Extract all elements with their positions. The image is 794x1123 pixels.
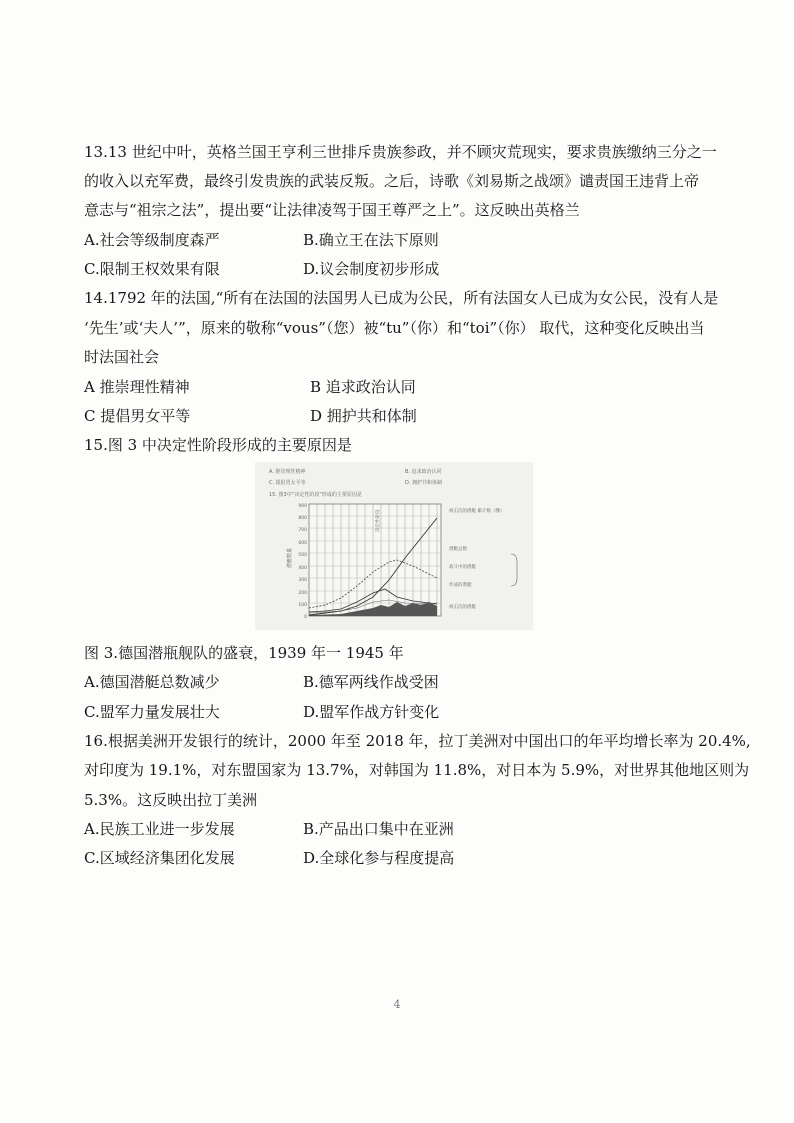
q15-option-c: C.盟军力量发展壮大 xyxy=(84,703,220,721)
q16-stem-line-1: 16.根据美洲开发银行的统计，2000 年至 2018 年，拉丁美洲对中国出口的年平均增长率为 20.4%, xyxy=(84,732,751,750)
fig-ytick: 600 xyxy=(298,541,307,546)
q15-option-d: D.盟军作战方针变化 xyxy=(303,703,440,721)
fig-ytick: 800 xyxy=(298,516,307,521)
q14-option-a: A 推崇理性精神 xyxy=(84,378,190,396)
fig-ytick: 900 xyxy=(298,504,307,509)
fig-header-option-b: B. 追求政治认同 xyxy=(405,469,442,475)
q15-option-b: B.德军两线作战受困 xyxy=(303,673,439,691)
q16-stem-line-3: 5.3%。这反映出拉丁美洲 xyxy=(84,791,258,809)
q14-option-c: C 提倡男女平等 xyxy=(84,407,191,425)
page-number: 4 xyxy=(393,998,401,1011)
q14-option-b: B 追求政治认同 xyxy=(310,378,416,396)
q16-option-c: C.区域经济集团化发展 xyxy=(84,849,235,867)
figure-3-graphic xyxy=(255,462,533,630)
fig-header-option-c: C. 提倡男女平等 xyxy=(269,480,306,486)
figure-3-scan xyxy=(255,462,533,630)
q16-option-d: D.全球化参与程度提高 xyxy=(303,849,455,867)
fig-legend-operational: 作战的潜艇 xyxy=(449,583,472,588)
q15-stem: 15.图 3 中决定性阶段形成的主要原因是 xyxy=(84,436,352,454)
fig-legend-cumulative: 被击沉的潜艇 累计数（艘） xyxy=(449,509,505,514)
fig-ytick: 500 xyxy=(298,553,307,558)
fig-legend-combat: 战斗中的潜艇 xyxy=(449,565,476,570)
q13-stem-line-2: 的收入以充军费，最终引发贵族的武装反叛。之后，诗歌《刘易斯之战颂》谴责国王违背上帝 xyxy=(84,172,700,190)
q14-stem-line-2: ‘先生’或‘夫人’”，原来的敬称“vous”（您）被“tu”（你）和“toi”（你） 取代，这种变化反映出当 xyxy=(84,319,705,337)
q13-option-b: B.确立王在法下原则 xyxy=(303,231,439,249)
q13-option-d: D.议会制度初步形成 xyxy=(303,260,440,278)
fig-yaxis-label: 潜艇数量 xyxy=(287,547,293,569)
q14-stem-line-1: 14.1792 年的法国,“所有在法国的法国男人已成为公民，所有法国女人已成为女公民，没有人是 xyxy=(84,289,719,307)
q15-option-a: A.德国潜艇总数减少 xyxy=(84,673,220,691)
q16-stem-line-2: 对印度为 19.1%，对东盟国家为 13.7%，对韩国为 11.8%，对日本为 5.9%，对世界其他地区则为 xyxy=(84,761,750,779)
q13-option-c: C.限制王权效果有限 xyxy=(84,260,220,278)
figure-caption: 图 3.德国潜瓶舰队的盛衰，1939 年一 1945 年 xyxy=(84,644,404,662)
q13-option-a: A.社会等级制度森严 xyxy=(84,231,220,249)
fig-ytick: 400 xyxy=(298,566,307,571)
q16-option-a: A.民族工业进一步发展 xyxy=(84,820,235,838)
q16-option-b: B.产品出口集中在亚洲 xyxy=(303,820,454,838)
fig-legend-total: 潜艇总数 xyxy=(449,547,467,552)
fig-header-question: 15. 图3中“决定性阶段”形成的主要原因是 xyxy=(269,492,362,498)
fig-ytick: 100 xyxy=(298,603,307,608)
fig-header-option-a: A. 推崇理性精神 xyxy=(269,469,306,475)
fig-ytick: 200 xyxy=(298,591,307,596)
fig-legend-bracket xyxy=(511,554,517,586)
q13-stem-line-1: 13.13 世纪中叶，英格兰国王亨利三世排斥贵族参政，并不顾灾荒现实，要求贵族缴纳三分之一 xyxy=(84,143,717,161)
fig-ytick: 0 xyxy=(304,615,307,620)
q14-stem-line-3: 时法国社会 xyxy=(84,348,160,366)
fig-legend-sunk: 被击沉的潜艇 xyxy=(449,605,476,610)
fig-phase-label: 决定性阶段 xyxy=(376,509,381,532)
q13-stem-line-3: 意志与“祖宗之法”，提出要“让法律凌驾于国王尊严之上”。这反映出英格兰 xyxy=(84,201,580,219)
fig-header-option-d: D. 拥护共和体制 xyxy=(405,480,443,486)
q14-option-d: D 拥护共和体制 xyxy=(310,407,417,425)
fig-ytick: 700 xyxy=(298,528,307,533)
fig-ytick: 300 xyxy=(298,578,307,583)
